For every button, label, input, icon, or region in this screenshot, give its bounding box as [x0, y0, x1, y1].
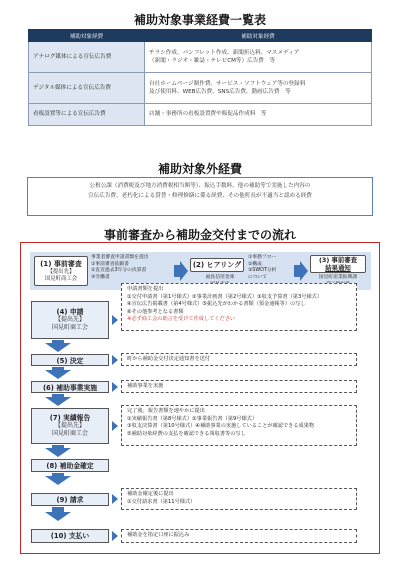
- step-decision-desc: [121, 353, 357, 366]
- step-sub: 国見町商工会: [51, 430, 88, 438]
- table-row: [29, 42, 372, 73]
- step-decision: [31, 354, 109, 366]
- col-category: 補助対象経費: [29, 30, 145, 42]
- right-arrow-icon: [112, 382, 118, 392]
- step-title: (9) 請求: [56, 496, 84, 504]
- desc-line: ③収支決算書（第10号様式）④補助事業の実施していることが確認できる成果物: [127, 423, 315, 430]
- step-sub: 国見町商工会: [44, 276, 78, 283]
- excluded-line: 宣伝広告費、老朽化による賞替・修理修繕に係る経費、その他町長が不適当と認める経費: [88, 192, 312, 199]
- desc-line: 申請書類を提出: [127, 286, 164, 292]
- desc-line: ④宣伝広告掲載書（第4号様式）⑤振込先がわかる書類（預金通帳等）の写し: [127, 301, 306, 308]
- desc-line: ①交付請求書（第11号様式）: [127, 498, 196, 505]
- desc-line: ①実績報告書（第8号様式）②事業報告書（第9号様式）: [127, 415, 258, 422]
- step-pre-review: [34, 256, 88, 286]
- note-line: ②直近過去3年分の決算書: [91, 268, 147, 274]
- row-detail: [145, 104, 372, 126]
- desc-line: ①交付申請書（第1号様式）②事業計画書（第2号様式）③収支予算書（第3号様式）: [127, 293, 323, 300]
- step-report-desc: [121, 405, 357, 446]
- down-arrow-icon: [45, 343, 71, 352]
- row-detail: [145, 73, 372, 104]
- note-line: ①事前審査依頼書: [91, 261, 129, 267]
- flow-title: 事前審査から補助金交付までの流れ: [103, 228, 296, 242]
- desc-line: ⑤補助対象経費の支払を確認できる領収書等の写し: [127, 430, 246, 437]
- step-payment: [31, 529, 109, 543]
- right-arrow-icon: [300, 261, 308, 281]
- step-label: 結果通知: [325, 263, 351, 272]
- row-category: アナログ媒体による宣伝広告費: [29, 42, 145, 73]
- step-implementation-desc: [121, 380, 357, 393]
- step-title: (4) 申請: [56, 308, 84, 316]
- row-category: 看板設置等による宣伝広告費: [29, 104, 145, 126]
- step-label: (3) 事前審査: [318, 256, 358, 264]
- desc-line: 町から補助金交付決定通知書を送付: [127, 356, 211, 362]
- step-title: (8) 補助金確定: [46, 462, 94, 470]
- desc-line: 完了後、報告書類を速やかに提出: [127, 408, 205, 414]
- step-implementation: [31, 381, 109, 393]
- step-title: (5) 決定: [56, 357, 84, 365]
- note-line: について: [248, 275, 268, 281]
- note-line: ③SWOT分析: [248, 268, 277, 274]
- note-line: ①事務フロー: [248, 255, 277, 260]
- excluded-line: 公租公課（消費税及び地方消費税相当額等）、振込手数料、他の補助等で実施した内容の: [89, 183, 311, 189]
- step-claim-desc: [121, 488, 357, 510]
- down-arrow-icon: [45, 448, 71, 457]
- step-pre-review-result: [310, 255, 366, 273]
- flow-frame: [20, 242, 380, 554]
- step1-notes: [91, 255, 181, 282]
- subsidized-expense-table: [28, 29, 372, 126]
- right-arrow-icon: [112, 355, 118, 365]
- detail-line: （新聞・ラジオ・雑誌・テレビCM等）広告費 等: [149, 58, 276, 64]
- note-line: 国見町産業振興課: [318, 275, 358, 280]
- step-payment-desc: [121, 529, 357, 543]
- step-title: (10) 支払い: [50, 532, 90, 540]
- detail-line: 自社ホームページ制作費、サービス・ソフトウェア等の登録料: [149, 80, 306, 87]
- step-sub: 【提出先】: [54, 316, 85, 323]
- excluded-title: 補助対象外経費: [157, 162, 242, 176]
- desc-line: ⑥その他参考となる書類: [127, 308, 184, 315]
- step-claim: [31, 493, 109, 506]
- note-line: 福島信用金庫: [205, 275, 235, 280]
- excluded-box: [27, 177, 373, 216]
- note-line: ③労働書: [91, 275, 110, 281]
- col-detail: 補助対象経費: [145, 30, 372, 42]
- subsidized-title: 補助対象事業経費一覧表: [133, 13, 266, 27]
- step-hearing: [190, 258, 244, 272]
- down-arrow-icon: [45, 512, 71, 521]
- down-arrow-icon: [45, 397, 71, 406]
- row-detail: [145, 42, 372, 73]
- step-title: (7) 実績報告: [49, 414, 91, 422]
- note-line: ②構成: [248, 261, 262, 267]
- right-arrow-icon: [112, 421, 118, 431]
- detail-line: 及び使用料、WEB広告費、SNS広告費、動画広告費 等: [149, 89, 291, 95]
- step-title: (6) 補助事業実施: [42, 384, 98, 392]
- detail-line: チラシ作成、パンフレット作成、新聞折込料、マスメディア: [149, 49, 300, 56]
- step-report: [31, 408, 109, 444]
- step-apply: [31, 301, 109, 339]
- note-line: 事業者審査申請書類を提出: [91, 255, 149, 260]
- down-arrow-icon: [45, 370, 71, 379]
- step-sub: 【提出先】: [54, 422, 85, 429]
- right-arrow-icon: [112, 315, 118, 325]
- right-arrow-icon: [112, 494, 118, 504]
- right-arrow-icon: [180, 261, 188, 281]
- step-sub: 【提出先】: [47, 269, 75, 275]
- down-arrow-icon: [45, 476, 71, 485]
- desc-line: 補助金確定後に提出: [127, 491, 174, 497]
- step-confirm: [31, 459, 109, 472]
- step-label: (2) ヒアリング: [192, 261, 242, 269]
- table-row: [29, 73, 372, 104]
- step-label: (1) 事前審査: [40, 260, 82, 268]
- detail-line: 店舗・事務所の看板設置費や販促品作成料 等: [149, 111, 267, 118]
- desc-line: 補助事業を実施: [127, 383, 164, 389]
- step-apply-desc: [121, 283, 357, 331]
- step-sub: 国見町商工会: [51, 324, 88, 332]
- table-row: [29, 104, 372, 126]
- row-category: デジタル媒体による宣伝広告費: [29, 73, 145, 104]
- desc-warning: ※必ず商工会の助言を受けて作成してください: [127, 316, 236, 323]
- desc-line: 補助金を指定口座に振込み: [127, 532, 190, 538]
- right-arrow-icon: [112, 531, 118, 541]
